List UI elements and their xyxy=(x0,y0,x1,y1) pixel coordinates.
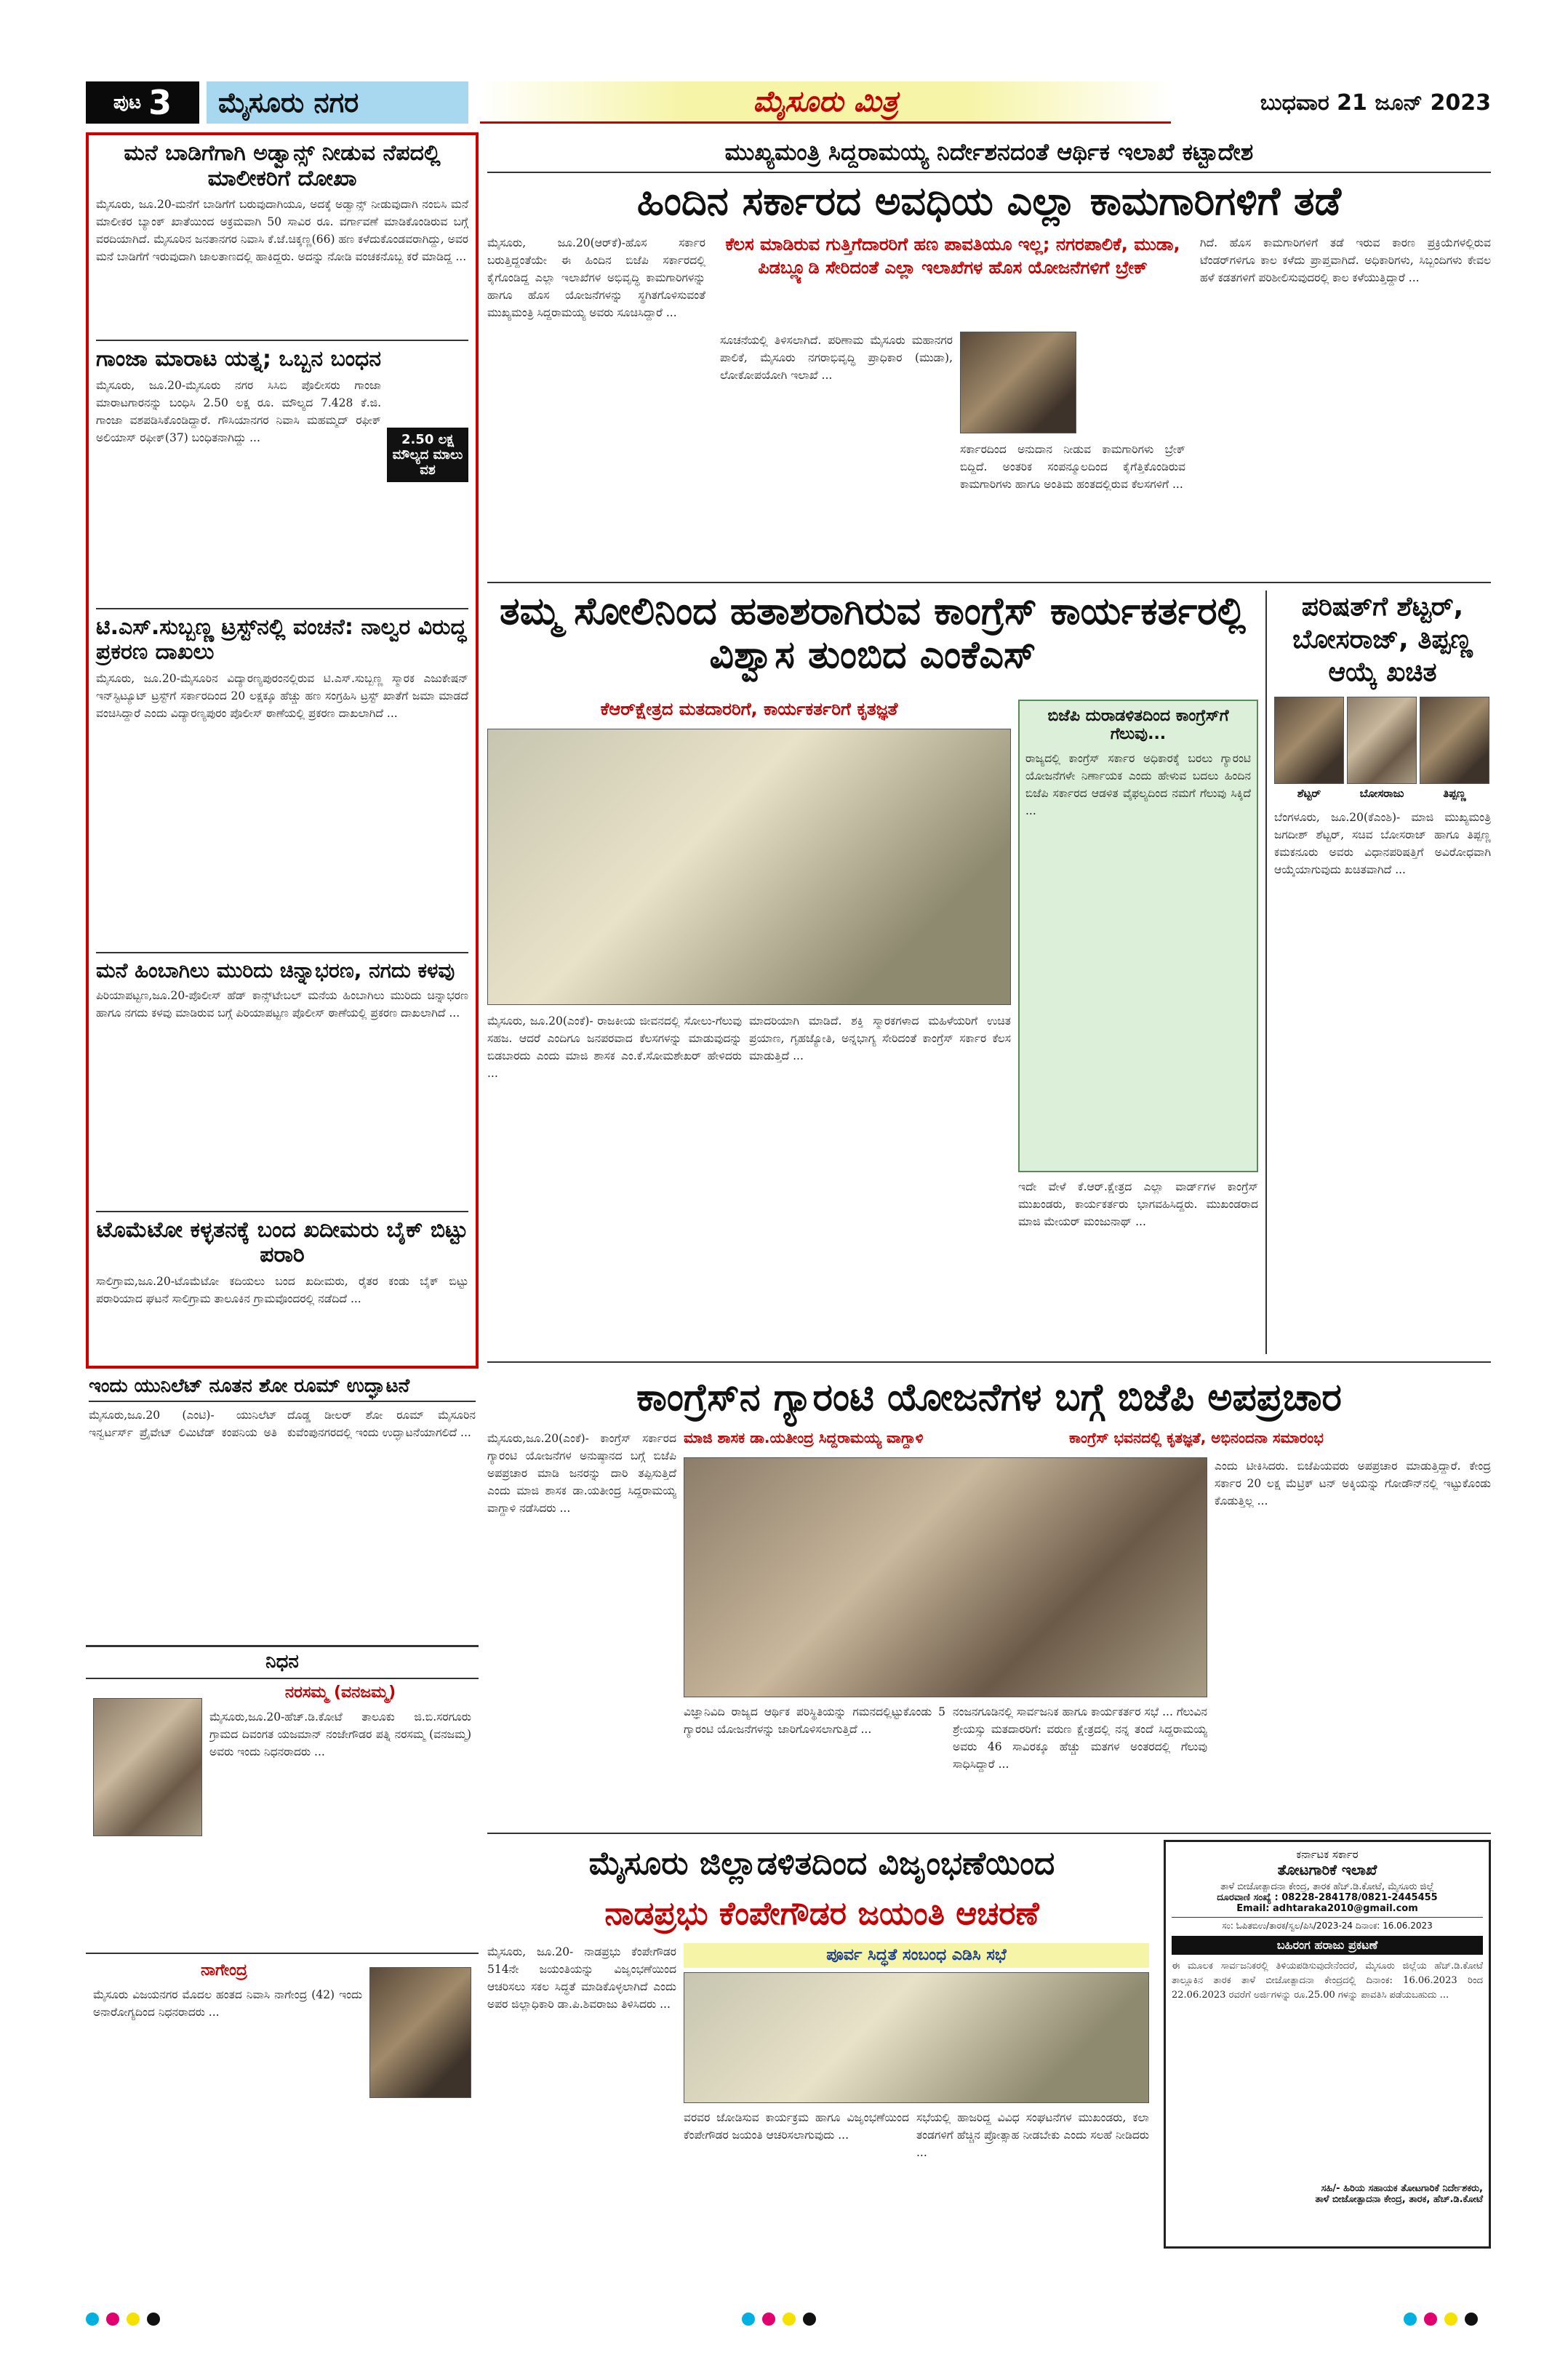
divider xyxy=(487,1361,1491,1363)
ad-ref: ಸಂ: ಓಪಿತಬಿಉ/ತಾರಕ/ಸ್ವಲ/ಪಿಸಿ/2023-24 ದಿನಾಂಕ: 16.06.2023 xyxy=(1172,1917,1483,1931)
registration-dots-center xyxy=(742,2313,816,2326)
council-caption-2: ಬೋಸರಾಜು xyxy=(1359,787,1404,800)
guarantee-title: ಕಾಂಗ್ರೆಸ್‌ನ ಗ್ಯಾರಂಟಿ ಯೋಜನೆಗಳ ಬಗ್ಗೆ ಬಿಜೆಪಿ ಅಪಪ್ರಚಾರ xyxy=(636,1375,1342,1420)
yellow-dot xyxy=(783,2313,796,2326)
obit2-name: ನಾಗೇಂದ್ರ xyxy=(200,1961,248,1979)
page-number-badge xyxy=(86,81,199,124)
ad-line3: ತಾಳೆ ಬೀಜೋತ್ಪಾದನಾ ಕೇಂದ್ರ, ತಾರಕ ಹೆಚ್.ಡಿ.ಕೋಟೆ, ಮೈಸೂರು ಜಿಲ್ಲೆ xyxy=(1220,1881,1434,1892)
council-photo-2 xyxy=(1347,697,1417,784)
obit1-name: ನರಸಮ್ಮ (ವನಜಮ್ಮ) xyxy=(284,1684,396,1702)
registration-dots-left xyxy=(86,2313,160,2326)
registration-dots-right xyxy=(1404,2313,1478,2326)
ad-line2: ತೋಟಗಾರಿಕೆ ಇಲಾಖೆ xyxy=(1277,1861,1377,1878)
divider xyxy=(96,608,468,609)
mks-title: ತಮ್ಮ ಸೋಲಿನಿಂದ ಹತಾಶರಾಗಿರುವ ಕಾಂಗ್ರೆಸ್ ಕಾರ್ಯಕರ್ತರಲ್ಲಿ ವಿಶ್ವಾಸ ತುಂಬಿದ ಎಂಕೆಎಸ್ xyxy=(500,590,1246,677)
divider xyxy=(96,340,468,341)
top-story-body-b: ಸೂಚನೆಯಲ್ಲಿ ತಿಳಿಸಲಾಗಿದೆ. ಪರಿಣಾಮ ಮೈಸೂರು ಮಹಾನಗರ ಪಾಲಿಕೆ, ಮೈಸೂರು ನಗರಾಭಿವೃದ್ಧಿ ಪ್ರಾಧಿಕಾರ (ಮುಡಾ), ಲೋಕೋಪಯೋಗಿ ಇಲಾಖೆ ... xyxy=(720,334,953,383)
magenta-dot xyxy=(1424,2313,1437,2326)
cyan-dot xyxy=(86,2313,99,2326)
guarantee-body-b: ಎಂದು ಟೀಕಿಸಿದರು. ಬಿಜೆಪಿಯವರು ಅಪಪ್ರಚಾರ ಮಾಡುತ್ತಿದ್ದಾರೆ. ಕೇಂದ್ರ ಸರ್ಕಾರ 20 ಲಕ್ಷ ಮೆಟ್ರಿಕ್ ಟನ್ ಅಕ್ಕಿಯನ್ನು ಗೋಡೌನ್‌ನಲ್ಲಿ ಇಟ್ಟುಕೊಂಡು ಕೊಡುತ್ತಿಲ್ಲ ... xyxy=(1215,1460,1491,1508)
page-label: ಪುಟ xyxy=(113,91,142,113)
page-number: 3 xyxy=(148,83,172,122)
mks-subhead: ಕೆಆರ್‌ಕ್ಷೇತ್ರದ ಮತದಾರರಿಗೆ, ಕಾರ್ಯಕರ್ತರಿಗೆ ಕೃತಜ್ಞತೆ xyxy=(600,699,898,719)
obituary-section xyxy=(86,1645,479,2241)
guarantee-body-c: ನಂಜನಗೂಡಿನಲ್ಲಿ ಸಾರ್ವಜನಿಕ ಹಾಗೂ ಕಾರ್ಯಕರ್ತರ ಸಭೆ ... ಗೆಲುವಿನ ಶ್ರೇಯಸ್ಸು ಮತದಾರರಿಗೆ: ವರುಣ ಕ್ಷೇತ್ರದಲ್ಲಿ ನನ್ನ ತಂದೆ ಸಿದ್ದರಾಮಯ್ಯ ಅವರು 46 ಸಾವಿರಕ್ಕೂ ಹೆಚ್ಚು ಮತಗಳ ಅಂತರದಲ್ಲಿ ಗೆಲುವು ಸಾಧಿಸಿದ್ದಾರೆ ... xyxy=(953,1705,1207,1772)
council-photo-1 xyxy=(1274,697,1344,784)
kempegowda-kicker: ಮೈಸೂರು ಜಿಲ್ಲಾಡಳಿತದಿಂದ ವಿಜೃಂಭಣೆಯಿಂದ xyxy=(588,1844,1055,1882)
divider xyxy=(96,952,468,953)
divider xyxy=(86,1953,479,1954)
mks-sidebox-body: ರಾಜ್ಯದಲ್ಲಿ ಕಾಂಗ್ರೆಸ್ ಸರ್ಕಾರ ಅಧಿಕಾರಕ್ಕೆ ಬರಲು ಗ್ಯಾರಂಟಿ ಯೋಜನೆಗಳೇ ನಿರ್ಣಾಯಕ ಎಂದು ಹೇಳುವ ಬದಲು ಹಿಂದಿನ ಬಿಜೆಪಿ ಸರ್ಕಾರದ ಆಡಳಿತ ವೈಫಲ್ಯದಿಂದ ನಮಗೆ ಗೆಲುವು ಸಿಕ್ಕಿದೆ ... xyxy=(1025,751,1251,817)
obit2-photo xyxy=(369,1967,471,2098)
showroom-story xyxy=(86,1376,479,1638)
kempegowda-body-b: ವರವರ ಜೋಡಿಸುವ ಕಾರ್ಯಕ್ರಮ ಹಾಗೂ ವಿಜೃಂಭಣೆಯಿಂದ ಕೆಂಪೇಗೌಡರ ಜಯಂತಿ ಆಚರಿಸಲಾಗುವುದು ... xyxy=(684,2111,909,2142)
black-dot xyxy=(803,2313,816,2326)
story3-body: ಮೈಸೂರು, ಜೂ.20-ಮೈಸೂರಿನ ವಿದ್ಯಾರಣ್ಯಪುರಂನಲ್ಲಿರುವ ಟಿ.ಎಸ್.ಸುಬ್ಬಣ್ಣ ಸ್ಮಾರಕ ಎಜುಕೇಷನ್ ಇನ್‌ಸ್ಟಿಟ್ಯೂಟ್ ಟ್ರಸ್ಟ್‌ಗೆ ಸರ್ಕಾರದಿಂದ 20 ಲಕ್ಷಕ್ಕೂ ಹೆಚ್ಚು ಹಣ ಸಂಗ್ರಹಿಸಿ ಟ್ರಸ್ಟ್‌ ಖಾತೆಗೆ ಜಮಾ ಮಾಡದೆ ವಂಚಿಸಿದ್ದಾರೆ ಎಂದು ವಿದ್ಯಾರಣ್ಯಪುರಂ ಪೊಲೀಸ್ ಠಾಣೆಯಲ್ಲಿ ಪ್ರಕರಣ ದಾಖಲಾಗಿದೆ ... xyxy=(96,671,468,720)
story2-body: ಮೈಸೂರು, ಜೂ.20-ಮೈಸೂರು ನಗರ ಸಿಸಿಬಿ ಪೊಲೀಸರು ಗಾಂಜಾ ಮಾರಾಟಗಾರನನ್ನು ಬಂಧಿಸಿ 2.50 ಲಕ್ಷ ರೂ. ಮೌಲ್ಯದ 7.428 ಕೆ.ಜಿ. ಗಾಂಜಾ ವಶಪಡಿಸಿಕೊಂಡಿದ್ದಾರೆ. ಗೌಸಿಯಾನಗರ ನಿವಾಸಿ ಮಹಮ್ಮದ್ ರಫೀಕ್ ಅಲಿಯಾಸ್ ರಫೀಕ್(37) ಬಂಧಿತನಾಗಿದ್ದು ... xyxy=(96,378,381,444)
story5-body: ಸಾಲಿಗ್ರಾಮ,ಜೂ.20-ಟೊಮೆಟೋ ಕದಿಯಲು ಬಂದ ಖದೀಮರು, ರೈತರ ಕಂಡು ಬೈಕ್ ಬಿಟ್ಟು ಪರಾರಿಯಾದ ಘಟನೆ ಸಾಲಿಗ್ರಾಮ ತಾಲೂಕಿನ ಗ್ರಾಮವೊಂದರಲ್ಲಿ ನಡೆದಿದೆ ... xyxy=(96,1274,468,1305)
govt-ad-box xyxy=(1164,1840,1491,2249)
left-column-box xyxy=(86,132,479,1369)
masthead-logo: ಮೈಸೂರು ಮಿತ್ರ xyxy=(480,81,1171,124)
divider xyxy=(487,1833,1491,1834)
kempegowda-body-c: ಸಭೆಯಲ್ಲಿ ಹಾಜರಿದ್ದ ವಿವಿಧ ಸಂಘಟನೆಗಳ ಮುಖಂಡರು, ಕಲಾ ತಂಡಗಳಿಗೆ ಹೆಚ್ಚಿನ ಪ್ರೋತ್ಸಾಹ ನೀಡಬೇಕು ಎಂದು ಸಲಹೆ ನೀಡಿದರು ... xyxy=(916,2111,1149,2160)
story4-title: ಮನೆ ಹಿಂಬಾಗಿಲು ಮುರಿದು ಚಿನ್ನಾಭರಣ, ನಗದು ಕಳವು xyxy=(96,958,455,982)
cyan-dot xyxy=(1404,2313,1417,2326)
kempegowda-meeting-photo xyxy=(684,1972,1149,2103)
dateline: ಬುಧವಾರ 21 ಜೂನ್ 2023 xyxy=(1260,89,1491,116)
yellow-dot xyxy=(1444,2313,1457,2326)
top-story-body-c: ಸರ್ಕಾರದಿಂದ ಅನುದಾನ ನೀಡುವ ಕಾಮಗಾರಿಗಳು ಬ್ರೇಕ್ ಬಿದ್ದಿದೆ. ಅಂತರಿಕ ಸಂಪನ್ಮೂಲದಿಂದ ಕೈಗೆತ್ತಿಕೊಂಡಿರುವ ಕಾಮಗಾರಿಗಳು ಹಾಗೂ ಅಂತಿಮ ಹಂತದಲ್ಲಿರುವ ಕೆಲಸಗಳಿಗೆ ... xyxy=(960,443,1185,492)
kempegowda-title: ನಾಡಪ್ರಭು ಕೆಂಪೇಗೌಡರ ಜಯಂತಿ ಆಚರಣೆ xyxy=(604,1894,1039,1932)
story1-body: ಮೈಸೂರು, ಜೂ.20-ಮನೆಗೆ ಬಾಡಿಗೆಗೆ ಬರುವುದಾಗಿಯೂ, ಅದಕ್ಕೆ ಅಡ್ವಾನ್ಸ್ ನೀಡುವುದಾಗಿ ನಂಬಿಸಿ ಮನೆ ಮಾಲೀಕರ ಬ್ಯಾಂಕ್ ಖಾತೆಯಿಂದ ಅಕ್ರಮವಾಗಿ 50 ಸಾವಿರ ರೂ. ವರ್ಗಾವಣೆ ಮಾಡಿಕೊಂಡಿರುವ ಬಗ್ಗೆ ವರದಿಯಾಗಿದೆ. ಮೈಸೂರಿನ ಜನತಾನಗರ ನಿವಾಸಿ ಕೆ.ಜೆ.ಚಿಕ್ಕಣ್ಣ(66) ಹಣ ಕಳೆದುಕೊಂಡವರಾಗಿದ್ದು, ಅವರ ಮನೆ ಬಾಡಿಗೆಗೆ ಇರುವುದಾಗಿ ಜಾಲತಾಣದಲ್ಲಿ ಹಾಕಿದ್ದರು. ಅದನ್ನು ನೋಡಿ ವಂಚಕನೊಬ್ಬ ಕರೆ ಮಾಡಿದ್ದ ... xyxy=(96,198,468,264)
council-title: ಪರಿಷತ್‌ಗೆ ಶೆಟ್ಟರ್, ಬೋಸರಾಜ್, ತಿಪ್ಪಣ್ಣ ಆಯ್ಕೆ ಖಚಿತ xyxy=(1292,592,1473,687)
magenta-dot xyxy=(762,2313,775,2326)
kempegowda-subhead: ಪೂರ್ವ ಸಿದ್ಧತೆ ಸಂಬಂಧ ಎಡಿಸಿ ಸಭೆ xyxy=(684,1943,1149,1968)
story2-title: ಗಾಂಜಾ ಮಾರಾಟ ಯತ್ನ; ಒಬ್ಬನ ಬಂಧನ xyxy=(96,346,382,372)
divider xyxy=(1265,590,1267,1354)
guarantee-body-a: ಮೈಸೂರು,ಜೂ.20(ಎಂಕೆ)- ಕಾಂಗ್ರೆಸ್ ಸರ್ಕಾರದ ಗ್ಯಾರಂಟಿ ಯೋಜನೆಗಳ ಅನುಷ್ಠಾನದ ಬಗ್ಗೆ ಬಿಜೆಪಿ ಅಪಪ್ರಚಾರ ಮಾಡಿ ಜನರನ್ನು ದಾರಿ ತಪ್ಪಿಸುತ್ತಿದೆ ಎಂದು ಮಾಜಿ ಶಾಸಕ ಡಾ.ಯತೀಂದ್ರ ಸಿದ್ದರಾಮಯ್ಯ ವಾಗ್ದಾಳಿ ನಡೆಸಿದರು ... xyxy=(487,1432,676,1516)
story3-title: ಟಿ.ಎಸ್.ಸುಬ್ಬಣ್ಣ ಟ್ರಸ್ಟ್‌ನಲ್ಲಿ ವಂಚನೆ: ನಾಲ್ವರ ವಿರುದ್ಧ ಪ್ರಕರಣ ದಾಖಲು xyxy=(96,614,467,665)
council-caption-1: ಶೆಟ್ಟರ್ xyxy=(1297,787,1321,800)
story6-body: ಮೈಸೂರು,ಜೂ.20 (ಎಂಟಿ)- ಯುನಿಲೆಟ್ ಇನ್ವರ್ಟರ್ಸ್ ಪ್ರೈವೇಟ್ ಲಿಮಿಟೆಡ್ ಕಂಪನಿಯ ಅತಿ ದೊಡ್ಡ ಡೀಲರ್ ಶೋ ರೂಮ್ ಮೈಸೂರಿನ ಕುವೆಂಪುನಗರದಲ್ಲಿ ಇಂದು ಉದ್ಘಾಟನೆಯಾಗಲಿದೆ ... xyxy=(89,1408,476,1439)
top-story-subhead: ಕೆಲಸ ಮಾಡಿರುವ ಗುತ್ತಿಗೆದಾರರಿಗೆ ಹಣ ಪಾವತಿಯೂ ಇಲ್ಲ; ನಗರಪಾಲಿಕೆ, ಮುಡಾ, ಪಿಡಬ್ಲ್ಯೂಡಿ ಸೇರಿದಂತೆ ಎಲ್ಲಾ ಇಲಾಖೆಗಳ ಹೊಸ ಯೋಜನೆಗಳಿಗೆ ಬ್ರೇಕ್ xyxy=(725,234,1180,279)
divider xyxy=(96,1211,468,1212)
mks-sidebox xyxy=(1018,700,1258,1172)
story6-title: ಇಂದು ಯುನಿಲೆಟ್ ನೂತನ ಶೋ ರೂಮ್ ಉದ್ಘಾಟನೆ xyxy=(89,1376,476,1402)
mks-body-b: ಮಾದರಿಯಾಗಿ ಮಾಡಿದೆ. ಶಕ್ತಿ ಸ್ಮಾರಕಗಳಾದ ಮಹಿಳೆಯರಿಗೆ ಉಚಿತ ಪ್ರಯಾಣ, ಗೃಹಜ್ಯೋತಿ, ಅನ್ನಭಾಗ್ಯ ಸೇರಿದಂತೆ ಕಾಂಗ್ರೆಸ್ ಸರ್ಕಾರ ಕೆಲಸ ಮಾಡುತ್ತಿದೆ ... xyxy=(749,1014,1011,1063)
kempegowda-body-a: ಮೈಸೂರು, ಜೂ.20- ನಾಡಪ್ರಭು ಕೆಂಪೇಗೌಡರ 514ನೇ ಜಯಂತಿಯನ್ನು ವಿಜೃಂಭಣೆಯಿಂದ ಆಚರಿಸಲು ಸಕಲ ಸಿದ್ಧತೆ ಮಾಡಿಕೊಳ್ಳಲಾಗಿದೆ ಎಂದು ಅಪರ ಜಿಲ್ಲಾಧಿಕಾರಿ ಡಾ.ಪಿ.ಶಿವರಾಜು ತಿಳಿಸಿದರು ... xyxy=(487,1945,676,2011)
top-story-body-a: ಮೈಸೂರು, ಜೂ.20(ಆರ್‌ಕೆ)-ಹೊಸ ಸರ್ಕಾರ ಬರುತ್ತಿದ್ದಂತೆಯೇ ಈ ಹಿಂದಿನ ಬಿಜೆಪಿ ಸರ್ಕಾರದಲ್ಲಿ ಕೈಗೊಂಡಿದ್ದ ಎಲ್ಲಾ ಇಲಾಖೆಗಳ ಅಭಿವೃದ್ಧಿ ಕಾಮಗಾರಿಗಳನ್ನು ಹಾಗೂ ಹೊಸ ಯೋಜನೆಗಳನ್ನು ಸ್ಥಗಿತಗೊಳಿಸುವಂತೆ ಮುಖ್ಯಮಂತ್ರಿ ಸಿದ್ದರಾಮಯ್ಯ ಅವರು ಸೂಚಿಸಿದ್ದಾರೆ ... xyxy=(487,236,705,320)
top-story-body-d: ಗಿದೆ. ಹೊಸ ಕಾಮಗಾರಿಗಳಿಗೆ ತಡೆ ಇರುವ ಕಾರಣ ಪ್ರಕ್ರಿಯೆಗಳಲ್ಲಿರುವ ಟೆಂಡರ್‌ಗಳಿಗೂ ಕಾಲ ಕಳೆದು ಪ್ರಾಪ್ತವಾಗಿದೆ. ಅಧಿಕಾರಿಗಳು, ಸಿಬ್ಬಂದಿಗಳು ಕೇವಲ ಹಳೆ ಕಡತಗಳಿಗೆ ಪರಿಶೀಲಿಸುವುದರಲ್ಲಿ ಕಾಲ ಕಳೆಯುತ್ತಿದ್ದಾರೆ ... xyxy=(1200,236,1491,285)
black-dot xyxy=(147,2313,160,2326)
obit1-body: ಮೈಸೂರು,ಜೂ.20-ಹೆಚ್.ಡಿ.ಕೋಟೆ ತಾಲೂಕು ಜಿ.ಬಿ.ಸರಗೂರು ಗ್ರಾಮದ ದಿವಂಗತ ಯಜಮಾನ್ ನಂಜೇಗೌಡರ ಪತ್ನಿ ನರಸಮ್ಮ (ವನಜಮ್ಮ) ಅವರು ಇಂದು ನಿಧನರಾದರು ... xyxy=(209,1710,471,1759)
ad-notice-title: ಬಹಿರಂಗ ಹರಾಜು ಪ್ರಕಟಣೆ xyxy=(1172,1936,1483,1955)
guarantee-subhead-left: ಮಾಜಿ ಶಾಸಕ ಡಾ.ಯತೀಂದ್ರ ಸಿದ್ದರಾಮಯ್ಯ ವಾಗ್ದಾಳಿ xyxy=(684,1429,924,1446)
council-photo-3 xyxy=(1420,697,1489,784)
ad-line1: ಕರ್ನಾಟಕ ಸರ್ಕಾರ xyxy=(1296,1848,1359,1861)
magenta-dot xyxy=(106,2313,119,2326)
story5-title: ಟೊಮೆಟೋ ಕಳ್ಳತನಕ್ಕೆ ಬಂದ ಖದೀಮರು ಬೈಕ್ ಬಿಟ್ಟು ಪರಾರಿ xyxy=(96,1217,468,1268)
story2-badge: 2.50 ಲಕ್ಷ ಮೌಲ್ಯದ ಮಾಲು ವಶ xyxy=(387,428,468,482)
obit1-photo xyxy=(93,1698,202,1836)
divider xyxy=(487,582,1491,583)
top-story-title: ಹಿಂದಿನ ಸರ್ಕಾರದ ಅವಧಿಯ ಎಲ್ಲಾ ಕಾಮಗಾರಿಗಳಿಗೆ ತಡೆ xyxy=(636,178,1342,224)
mks-body-a: ಮೈಸೂರು, ಜೂ.20(ಎಂಕೆ)- ರಾಜಕೀಯ ಜೀವನದಲ್ಲಿ ಸೋಲು-ಗೆಲುವು ಸಹಜ. ಆದರೆ ಎಂದಿಗೂ ಜನಪರವಾದ ಕೆಲಸಗಳನ್ನು ಮಾಡುವುದನ್ನು ಬಿಡಬಾರದು ಎಂದು ಮಾಜಿ ಶಾಸಕ ಎಂ.ಕೆ.ಸೋಮಶೇಖರ್ ಹೇಳಿದರು ... xyxy=(487,1014,742,1081)
cyan-dot xyxy=(742,2313,755,2326)
cm-photo xyxy=(960,332,1076,433)
council-body: ಬೆಂಗಳೂರು, ಜೂ.20(ಕೆಎಂಶಿ)- ಮಾಜಿ ಮುಖ್ಯಮಂತ್ರಿ ಜಗದೀಶ್ ಶೆಟ್ಟರ್, ಸಚಿವ ಬೋಸರಾಜ್ ಹಾಗೂ ತಿಪ್ಪಣ್ಣ ಕಮಕನೂರು ಅವರು ವಿಧಾನಪರಿಷತ್ತಿಗೆ ಅವಿರೋಧವಾಗಿ ಆಯ್ಕೆಯಾಗುವುದು ಖಚಿತವಾಗಿದೆ ... xyxy=(1274,811,1491,877)
guarantee-photo-caption: ವಿಜ್ಞಾನಿವಿದಿ ರಾಜ್ಯದ ಆರ್ಥಿಕ ಪರಿಸ್ಥಿತಿಯನ್ನು ಗಮನದಲ್ಲಿಟ್ಟುಕೊಂಡು 5 ಗ್ಯಾರಂಟಿ ಯೋಜನೆಗಳನ್ನು ಜಾರಿಗೊಳಿಸಲಾಗುತ್ತಿದೆ ... xyxy=(684,1705,945,1737)
section-title: ಮೈಸೂರು ನಗರ xyxy=(207,81,468,124)
guarantee-event-photo xyxy=(684,1457,1207,1697)
ad-email: Email: adhtaraka2010@gmail.com xyxy=(1236,1903,1418,1914)
mks-event-photo xyxy=(487,729,1011,1005)
story4-body: ಪಿರಿಯಾಪಟ್ಟಣ,ಜೂ.20-ಪೊಲೀಸ್ ಹೆಡ್ ಕಾನ್ಸ್‌ಟೇಬಲ್ ಮನೆಯ ಹಿಂಬಾಗಿಲು ಮುರಿದು ಚಿನ್ನಾಭರಣ ಹಾಗೂ ನಗದು ಕಳವು ಮಾಡಿರುವ ಬಗ್ಗೆ ಪಿರಿಯಾಪಟ್ಟಣ ಪೊಲೀಸ್ ಠಾಣೆಯಲ್ಲಿ ಪ್ರಕರಣ ದಾಖಲಾಗಿದೆ ... xyxy=(96,988,468,1020)
ad-notice-body: ಈ ಮೂಲಕ ಸಾರ್ವಜನಿಕರಲ್ಲಿ ತಿಳಿಯಪಡಿಸುವುದೇನೆಂದರೆ, ಮೈಸೂರು ಜಿಲ್ಲೆಯ ಹೆಚ್.ಡಿ.ಕೋಟೆ ತಾಲ್ಲೂಕಿನ ತಾರಕ ತಾಳೆ ಬೀಜೋತ್ಪಾದನಾ ಕೇಂದ್ರದಲ್ಲಿ ದಿನಾಂಕ: 16.06.2023 ರಿಂದ 22.06.2023 ರವರೆಗೆ ಅರ್ಜಿಗಳನ್ನು ರೂ.25.00 ಗಳನ್ನು ಪಾವತಿಸಿ ಪಡೆಯಬಹುದು ... xyxy=(1172,1961,1483,2001)
ad-phone: ದೂರವಾಣಿ ಸಂಖ್ಯೆ : 08228-284178/0821-2445455 xyxy=(1217,1892,1438,1903)
yellow-dot xyxy=(127,2313,140,2326)
mks-body-c: ಇದೇ ವೇಳೆ ಕೆ.ಆರ್.ಕ್ಷೇತ್ರದ ಎಲ್ಲಾ ವಾರ್ಡ್‌ಗಳ ಕಾಂಗ್ರೆಸ್ ಮುಖಂಡರು, ಕಾರ್ಯಕರ್ತರು ಭಾಗವಹಿಸಿದ್ದರು. ಮುಖಂಡರಾದ ಮಾಜಿ ಮೇಯರ್ ಮಂಜುನಾಥ್ ... xyxy=(1018,1180,1258,1229)
guarantee-subhead-right: ಕಾಂಗ್ರೆಸ್ ಭವನದಲ್ಲಿ ಕೃತಜ್ಞತೆ, ಅಭಿನಂದನಾ ಸಮಾರಂಭ xyxy=(1069,1429,1324,1446)
mks-sidebox-title: ಬಿಜೆಪಿ ದುರಾಡಳಿತದಿಂದ ಕಾಂಗ್ರೆಸ್‌ಗೆ ಗೆಲುವು... xyxy=(1047,707,1229,744)
ad-signoff1: ಸಹಿ/- ಹಿರಿಯ ಸಹಾಯಕ ತೋಟಗಾರಿಕೆ ನಿರ್ದೇಶಕರು, xyxy=(1321,2183,1483,2194)
black-dot xyxy=(1465,2313,1478,2326)
ad-signoff2: ತಾಳೆ ಬೀಜೋತ್ಪಾದನಾ ಕೇಂದ್ರ, ತಾರಕ, ಹೆಚ್.ಡಿ.ಕೋಟೆ xyxy=(1315,2194,1483,2205)
story1-title: ಮನೆ ಬಾಡಿಗೆಗಾಗಿ ಅಡ್ವಾನ್ಸ್ ನೀಡುವ ನೆಪದಲ್ಲಿ ಮಾಲೀಕರಿಗೆ ದೋಖಾ xyxy=(124,140,441,191)
obituary-heading: ನಿಧನ xyxy=(86,1647,479,1679)
obit2-body: ಮೈಸೂರು ವಿಜಯನಗರ ಮೊದಲ ಹಂತದ ನಿವಾಸಿ ನಾಗೇಂದ್ರ (42) ಇಂದು ಅನಾರೋಗ್ಯದಿಂದ ನಿಧನರಾದರು ... xyxy=(93,1988,362,2019)
top-story-kicker: ಮುಖ್ಯಮಂತ್ರಿ ಸಿದ್ದರಾಮಯ್ಯ ನಿರ್ದೇಶನದಂತೆ ಆರ್ಥಿಕ ಇಲಾಖೆ ಕಟ್ಟಾದೇಶ xyxy=(487,132,1491,173)
council-caption-3: ತಿಪ್ಪಣ್ಣ xyxy=(1443,787,1466,800)
